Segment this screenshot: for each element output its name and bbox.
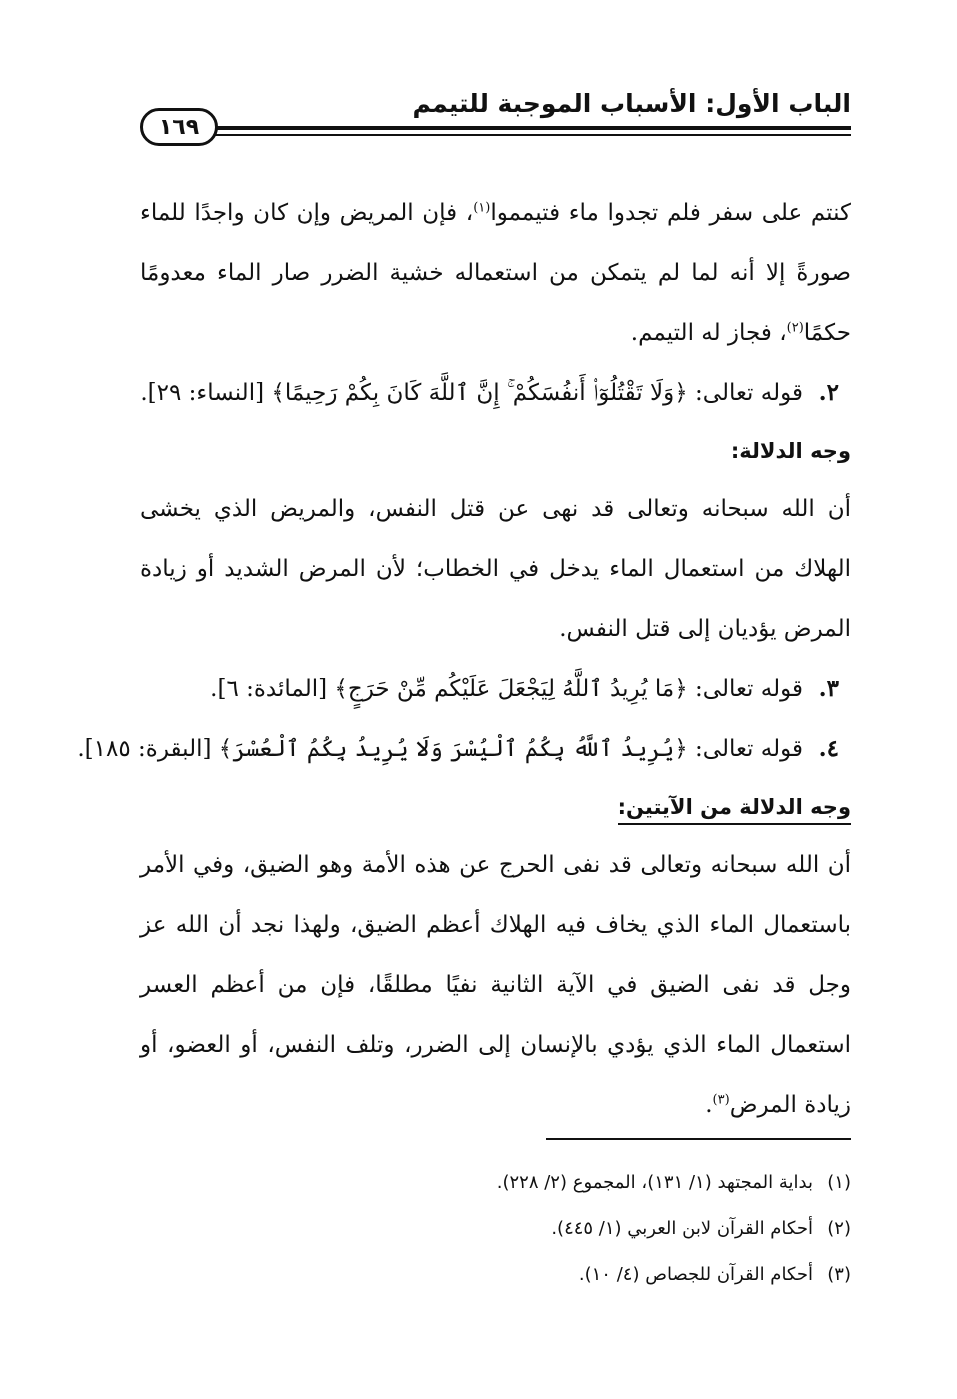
- footnote-text: أحكام القرآن لابن العربي (١/ ٤٤٥).: [551, 1218, 813, 1239]
- page-number-badge: [140, 108, 218, 146]
- two-verses-end: .: [705, 1092, 713, 1118]
- verse-reference: [المائدة: ٦].: [210, 676, 335, 702]
- intro-text-1: كنتم على سفر فلم تجدوا ماء فتيمموا: [490, 200, 851, 226]
- list-item-4: [77, 719, 851, 779]
- footnotes: [140, 1160, 851, 1298]
- main-text: [77, 183, 851, 1135]
- header-rule-thin: [210, 134, 851, 136]
- footnote-ref-3[interactable]: (٣): [712, 1092, 730, 1108]
- section-heading-two-verses: [140, 779, 851, 835]
- footnote-1: [140, 1160, 851, 1206]
- list-item-lead: قوله تعالى:: [687, 736, 803, 762]
- page-header: [140, 78, 851, 158]
- section-heading-evidence: وجه الدلالة:: [730, 439, 851, 463]
- footnote-separator: [546, 1138, 851, 1140]
- quran-verse: ﴿مَا يُرِيدُ ٱللَّهُ لِيَجْعَلَ عَلَيْكُم مِّنْ حَرَجٍ﴾: [334, 676, 688, 702]
- footnote-number: (٣): [827, 1264, 851, 1285]
- intro-text-3: ، فجاز له التيمم.: [630, 320, 787, 346]
- intro-text-2: ، فإن المريض وإن كان واجدًا للماء صورةً إلا أنه لما لم يتمكن من استعماله خشية الضرر صار الماء معدومًا حكمًا: [140, 200, 851, 346]
- running-title: الباب الأول: الأسباب الموجبة للتيمم: [412, 89, 851, 118]
- list-item-2: [140, 363, 851, 423]
- footnote-2: [140, 1206, 851, 1252]
- footnote-number: (٢): [827, 1218, 851, 1239]
- evidence-paragraph: أن الله سبحانه وتعالى قد نهى عن قتل النفس، والمريض الذي يخشى الهلاك من استعمال الماء يدخل في الخطاب؛ لأن المرض الشديد أو زيادة المرض يؤديان إلى قتل النفس.: [140, 496, 851, 642]
- list-item-number: ٢.: [818, 379, 839, 406]
- list-item-lead: قوله تعالى:: [687, 380, 803, 406]
- footnote-text: أحكام القرآن للجصاص (٤/ ١٠).: [578, 1264, 813, 1285]
- verse-reference: [النساء: ٢٩].: [140, 380, 272, 406]
- page-number: ١٦٩: [158, 114, 200, 140]
- section-heading-two-verses-text: وجه الدلالة من الآيتين:: [618, 795, 851, 825]
- footnote-text: بداية المجتهد (١/ ١٣١)، المجموع (٢/ ٢٢٨).: [496, 1172, 813, 1193]
- header-rule-thick: [210, 126, 851, 130]
- list-item-number: ٤.: [818, 735, 839, 762]
- intro-paragraph: [140, 183, 851, 363]
- footnote-ref-1[interactable]: (١): [473, 200, 491, 216]
- verse-reference: [البقرة: ١٨٥].: [77, 736, 219, 762]
- two-verses-paragraph: [140, 835, 851, 1135]
- list-item-3: [140, 659, 851, 719]
- footnote-3: [140, 1252, 851, 1298]
- footnote-ref-2[interactable]: (٢): [786, 320, 804, 336]
- list-item-lead: قوله تعالى:: [687, 676, 803, 702]
- two-verses-text: أن الله سبحانه وتعالى قد نفى الحرج عن هذه الأمة وهو الضيق، وفي الأمر باستعمال الماء الذي يخاف فيه الهلاك أعظم الضيق، ولهذا نجد أن الله عز وجل قد نفى الضيق في الآية الثانية نفيًا مطلقًا، فإن من أعظم العسر استعمال الماء الذي يؤدي بالإنسان إلى الضرر، وتلف النفس، أو العضو، أو زيادة المرض: [140, 852, 851, 1118]
- list-item-number: ٣.: [818, 675, 839, 702]
- quran-verse: ﴿يُرِيدُ ٱللَّهُ بِكُمُ ٱلْيُسْرَ وَلَا يُرِيدُ بِكُمُ ٱلْعُسْرَ﴾: [218, 736, 688, 762]
- quran-verse: ﴿وَلَا تَقْتُلُوٓا۟ أَنفُسَكُمْ ۚ إِنَّ ٱللَّهَ كَانَ بِكُمْ رَحِيمًا﴾: [271, 380, 688, 406]
- footnote-number: (١): [827, 1172, 851, 1193]
